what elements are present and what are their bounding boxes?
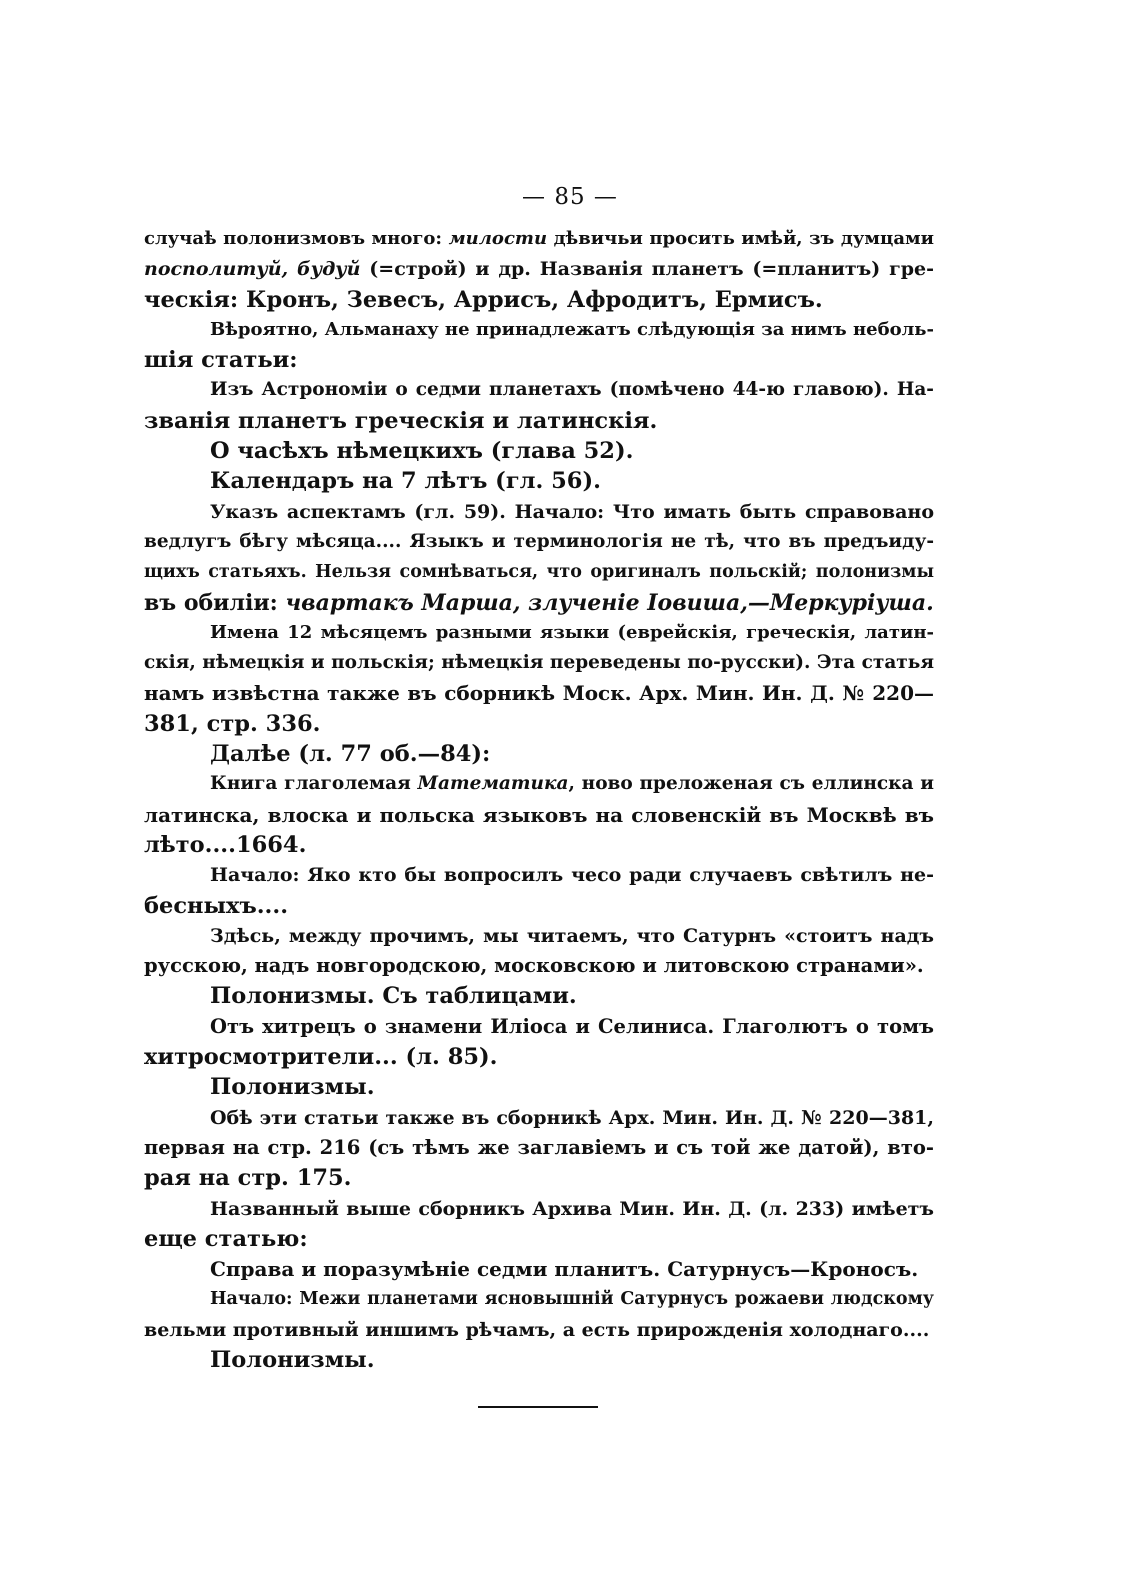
text-line (144, 466, 934, 496)
text-line (144, 981, 934, 1011)
body-text (144, 224, 934, 1375)
text-run: Названный выше сборникъ Архива Мин. Ин. Д. (л. 233) имѣетъ (210, 1197, 934, 1220)
text-run: первая на стр. 216 (съ тѣмъ же заглавіемъ и съ той же датой), вто- (144, 1135, 934, 1159)
text-line (144, 1315, 934, 1345)
italic-term: Математика (417, 773, 569, 795)
italic-term: чвартакъ Марша, злученіе Іовиша,—Меркуріуша. (285, 589, 934, 616)
text-run: Книга глаголемая (210, 773, 418, 795)
text-line (144, 224, 934, 254)
text-line (144, 1133, 934, 1163)
text-run: Начало: Яко кто бы вопросилъ чесо ради случаевъ свѣтилъ не- (210, 864, 934, 887)
text-line (144, 375, 934, 405)
text-line (144, 860, 934, 890)
text-run: 381, стр. 336. (144, 710, 321, 737)
text-run: хитросмотрители... (л. 85). (144, 1044, 498, 1071)
text-run: Изъ Астрономіи о седми планетахъ (помѣчено 44-ю главою). На- (210, 379, 934, 401)
text-run: ческія: Кронъ, Зевесъ, Аррисъ, Афродитъ, Ермисъ. (144, 286, 823, 313)
text-run: случаѣ полонизмовъ много: (144, 228, 449, 249)
text-run: Справа и поразумѣніе седми планитъ. Сатурнусъ—Кроносъ. (210, 1257, 919, 1282)
text-run: Имена 12 мѣсяцемъ разными языки (еврейскія, греческія, латин- (210, 621, 934, 643)
text-line (144, 406, 934, 436)
text-line (144, 1012, 934, 1042)
text-line (144, 769, 934, 799)
text-line (144, 285, 934, 315)
text-line (144, 1072, 934, 1102)
text-line (144, 891, 934, 921)
text-line (144, 1163, 934, 1193)
text-run: Здѣсь, между прочимъ, мы читаемъ, что Сатурнъ «стоитъ надъ (210, 924, 934, 947)
text-line (144, 1254, 934, 1284)
text-line (144, 1345, 934, 1375)
text-line (144, 557, 934, 587)
text-line (144, 588, 934, 618)
text-run: Полонизмы. Съ таблицами. (210, 983, 577, 1010)
text-run: Полонизмы. (210, 1346, 375, 1373)
text-run: Полонизмы. (210, 1074, 375, 1101)
text-line (144, 497, 934, 527)
text-run: латинска, влоска и польска языковъ на словенскій въ Москвѣ въ (144, 802, 934, 827)
text-line (144, 315, 934, 345)
text-line (144, 951, 934, 981)
text-run: вельми противный иншимъ рѣчамъ, а есть прирожденія холоднаго.... (144, 1318, 930, 1341)
text-run: рая на стр. 175. (144, 1165, 352, 1192)
text-line (144, 1194, 934, 1224)
text-run: званія планетъ греческія и латинскія. (144, 407, 658, 434)
text-run: ведлугъ бѣгу мѣсяца.... Языкъ и терминологія не тѣ, что въ предъиду- (144, 530, 934, 552)
end-rule (478, 1406, 598, 1408)
text-line (144, 345, 934, 375)
text-run: (=строй) и др. Названія планетъ (=планитъ) гре- (360, 258, 934, 281)
text-line (144, 739, 934, 769)
text-run: русскою, надъ новгородскою, московскою и литовскою странами». (144, 954, 924, 978)
text-run: щихъ статьяхъ. Нельзя сомнѣваться, что оригиналъ польскій; полонизмы (144, 562, 934, 583)
text-run: , ново преложеная съ еллинска и (568, 773, 934, 795)
text-run: О часѣхъ нѣмецкихъ (глава 52). (210, 438, 634, 465)
text-run: въ обиліи: (144, 589, 286, 616)
text-run: скія, нѣмецкія и польскія; нѣмецкія переведены по-русски). Эта статья (144, 652, 934, 674)
text-run: Начало: Межи планетами ясновышній Сатурнусъ рожаеви людскому (210, 1289, 934, 1310)
text-run: намъ извѣстна также въ сборникѣ Моск. Арх. Мин. Ин. Д. № 220— (144, 681, 934, 706)
italic-term: милости (448, 228, 548, 249)
page-number: — 85 — (522, 184, 618, 210)
text-line (144, 921, 934, 951)
text-run: шія статьи: (144, 347, 298, 374)
text-line (144, 1224, 934, 1254)
text-line (144, 709, 934, 739)
text-run: дѣвичьи просить имѣй, зъ думцами (547, 228, 934, 249)
text-line (144, 830, 934, 860)
text-line (144, 436, 934, 466)
text-line (144, 527, 934, 557)
text-line (144, 648, 934, 678)
text-line (144, 1103, 934, 1133)
italic-term: посполитуй, будуй (144, 258, 361, 281)
text-line (144, 618, 934, 648)
text-run: Обѣ эти статьи также въ сборникѣ Арх. Мин. Ин. Д. № 220—381, (210, 1106, 934, 1129)
text-run: еще статью: (144, 1225, 308, 1252)
text-line (144, 678, 934, 708)
text-run: бесныхъ.... (144, 892, 289, 919)
text-run: Далѣе (л. 77 об.—84): (210, 741, 491, 768)
text-run: Отъ хитрецъ о знамени Иліоса и Селиниса. Глаголютъ о томъ (210, 1014, 934, 1038)
text-line (144, 800, 934, 830)
text-run: Указъ аспектамъ (гл. 59). Начало: Что имать быть справовано (210, 500, 934, 523)
text-run: Календаръ на 7 лѣтъ (гл. 56). (210, 468, 601, 495)
text-line (144, 1284, 934, 1314)
text-run: Вѣроятно, Альманаху не принадлежатъ слѣдующія за нимъ неболь- (210, 318, 934, 340)
text-line (144, 254, 934, 284)
text-line (144, 1042, 934, 1072)
text-run: лѣто....1664. (144, 831, 307, 858)
